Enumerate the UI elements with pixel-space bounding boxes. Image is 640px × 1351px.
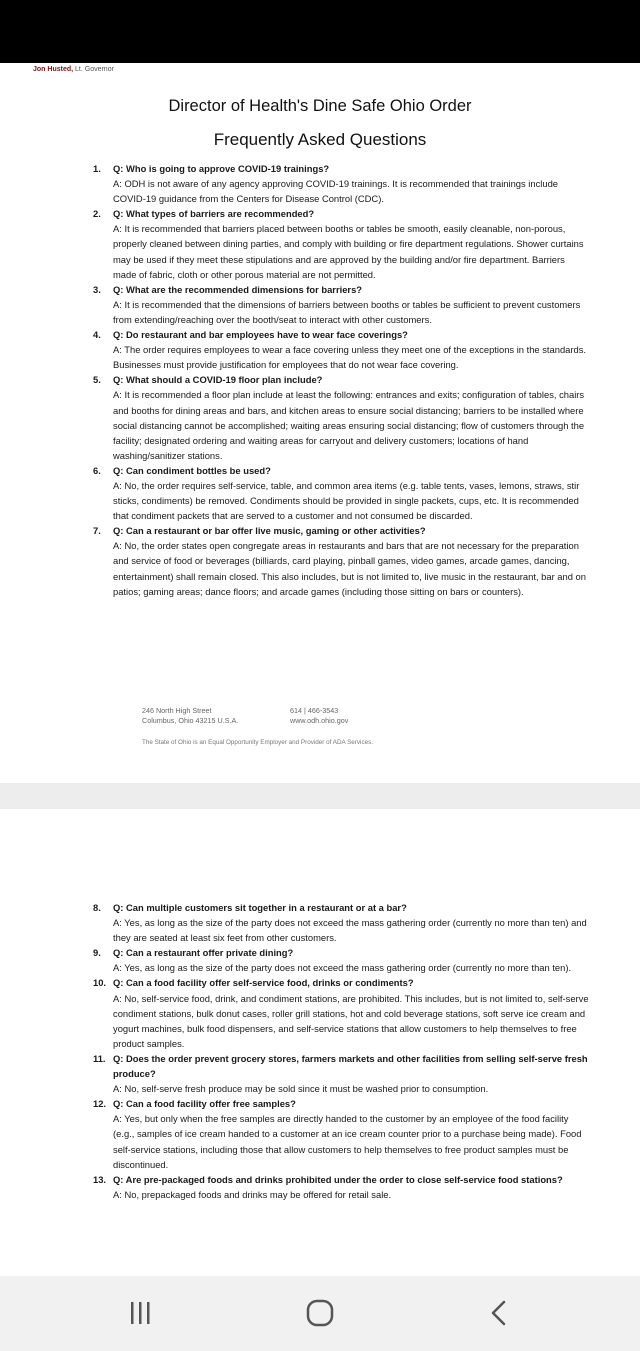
faq-number: 4. <box>93 329 101 341</box>
faq-answer: A: Yes, but only when the free samples are directly handed to the customer by an employee of the food facility (e.g., samples of ice cream handed to a customer at an ice cream counter prior to a purchase being made). Food self-service stations, including those that allow customers to help themselves to free product samples must be discontinued. <box>113 1113 582 1170</box>
faq-item <box>93 523 590 598</box>
faq-question: Q: Who is going to approve COVID-19 trainings? <box>113 163 330 174</box>
faq-question: Q: Can a restaurant offer private dining? <box>113 947 294 959</box>
faq-number: 9. <box>93 947 101 959</box>
faq-question: Q: Do restaurant and bar employees have to wear face coverings? <box>113 329 408 341</box>
faq-answer: A: No, the order states open congregate areas in restaurants and bars that are not necessary for the preparation and service of food or beverages (billiards, card playing, pinball games, video games, arcade games, dancing, entertainment) shall remain closed. This also includes, but is not limited to, live music in the restaurant, bar and on patios; gaming areas; dance floors; and arcade games (including those sitting on bars or counters). <box>113 540 586 597</box>
faq-item <box>93 161 590 206</box>
system-navigation-bar <box>0 1276 640 1351</box>
faq-number: 6. <box>93 464 101 476</box>
faq-answer: A: Yes, as long as the size of the party does not exceed the mass gathering order (currently no more than ten). <box>113 962 572 974</box>
faq-item <box>93 463 590 523</box>
faq-number: 1. <box>93 163 101 174</box>
document-page-1 <box>0 63 640 783</box>
faq-item <box>93 1096 590 1171</box>
faq-item <box>93 372 590 463</box>
footer-address <box>142 706 238 726</box>
faq-number: 10. <box>93 977 107 989</box>
document-title: Director of Health's Dine Safe Ohio Order <box>168 97 472 115</box>
faq-question: Q: Can condiment bottles be used? <box>113 464 271 476</box>
faq-question: Q: What should a COVID-19 floor plan include? <box>113 374 323 386</box>
website-link[interactable]: www.odh.ohio.gov <box>290 716 349 725</box>
faq-question: Q: Are pre-packaged foods and drinks prohibited under the order to close self-service food stations? <box>113 1173 563 1185</box>
faq-number: 3. <box>93 283 101 295</box>
faq-answer: A: It is recommended that barriers placed between booths or tables be smooth, easily cleanable, non-porous, properly cleaned between dining parties, and comply with building or fire department regulations. Shower curtains may be used if they meet these stipulations and are approved by the building and/or fire department. Barriers made of fabric, cloth or other porous material are not permitted. <box>113 223 584 280</box>
address-line-2: Columbus, Ohio 43215 U.S.A. <box>142 716 239 725</box>
faq-answer: A: Yes, as long as the size of the party does not exceed the mass gathering order (currently no more than ten) and they are seated at least six feet from other customers. <box>113 917 587 944</box>
phone-number: 614 | 466-3543 <box>290 706 339 715</box>
faq-question: Q: Can a food facility offer free samples? <box>113 1098 296 1110</box>
faq-question: Q: What are the recommended dimensions for barriers? <box>113 283 363 295</box>
faq-number: 5. <box>93 374 101 386</box>
faq-number: 12. <box>93 1098 107 1110</box>
faq-answer: A: It is recommended a floor plan include at least the following: entrances and exits; configuration of tables, chairs and booths for dining areas and bars, and kitchen areas to ensure social distancing; barriers to be installed where social distancing cannot be accomplished; waiting areas ensuring social distancing; flow of customers through the facility; designated ordering and waiting areas for carryout and delivery customers; locations of hand washing/sanitizer stations. <box>113 389 585 461</box>
faq-list-page-2 <box>93 900 590 1202</box>
faq-item <box>93 1051 590 1096</box>
faq-question: Q: Does the order prevent grocery stores, farmers markets and other facilities from selling self-serve fresh produce? <box>113 1052 588 1080</box>
faq-question: Q: Can multiple customers sit together in a restaurant or at a bar? <box>113 902 407 913</box>
governor-credit: Jon Husted, Lt. Governor <box>33 66 114 73</box>
faq-answer: A: No, prepackaged foods and drinks may be offered for retail sale. <box>113 1188 392 1200</box>
faq-answer: A: ODH is not aware of any agency approving COVID-19 trainings. It is recommended that trainings include COVID-19 guidance from the Centers for Disease Control (CDC). <box>113 178 559 205</box>
faq-answer: A: No, self-serve fresh produce may be sold since it must be washed prior to consumption. <box>113 1083 489 1095</box>
faq-list-page-1 <box>93 161 590 599</box>
status-bar <box>0 0 640 63</box>
faq-number: 8. <box>93 902 101 913</box>
faq-number: 7. <box>93 525 101 537</box>
faq-item <box>93 206 590 281</box>
document-subtitle: Frequently Asked Questions <box>213 130 427 149</box>
document-page-2 <box>0 809 640 1276</box>
faq-number: 13. <box>93 1173 107 1185</box>
faq-question: Q: Can a restaurant or bar offer live music, gaming or other activities? <box>113 525 426 537</box>
recent-apps-icon[interactable] <box>120 1298 160 1328</box>
footer-contact <box>290 706 348 726</box>
home-icon[interactable] <box>300 1298 340 1328</box>
page-separator <box>0 783 640 809</box>
faq-answer: A: It is recommended that the dimensions of barriers between booths or tables be sufficient to prevent customers from extending/reaching over the booth/seat to interact with other customers. <box>113 298 581 325</box>
address-line-1: 246 North High Street <box>142 706 212 715</box>
faq-item <box>93 1172 590 1202</box>
faq-answer: A: No, self-service food, drink, and condiment stations, are prohibited. This includes, but is not limited to, self-serve condiment stations, bulk donut cases, roller grill stations, hot and cold beverage stations, soft serve ice cream and yogurt machines, bulk food dispensers, and self-service stations that allow customers to help themselves to free product samples. <box>113 992 589 1049</box>
back-icon[interactable] <box>480 1298 520 1328</box>
faq-question: Q: Can a food facility offer self-service food, drinks or condiments? <box>113 977 414 989</box>
faq-answer: A: The order requires employees to wear a face covering unless they meet one of the exceptions in the standards. Businesses must provide justification for employees that do not wear face covering. <box>113 344 587 371</box>
faq-question: Q: What types of barriers are recommended? <box>113 208 315 220</box>
equal-opportunity-note: The State of Ohio is an Equal Opportunity Employer and Provider of ADA Services. <box>142 739 374 746</box>
faq-number: 2. <box>93 208 101 220</box>
faq-item <box>93 282 590 327</box>
faq-item <box>93 945 590 975</box>
faq-answer: A: No, the order requires self-service, table, and common area items (e.g. table tents, vases, lemons, straws, stir sticks, condiments) be removed. Condiments should be provided in single packets, cups, etc. It is recommended that condiment packets that are served to a customer and not consumed be discarded. <box>113 479 580 522</box>
faq-item <box>93 327 590 372</box>
faq-number: 11. <box>93 1052 106 1064</box>
faq-item <box>93 975 590 1050</box>
faq-item <box>93 900 590 945</box>
